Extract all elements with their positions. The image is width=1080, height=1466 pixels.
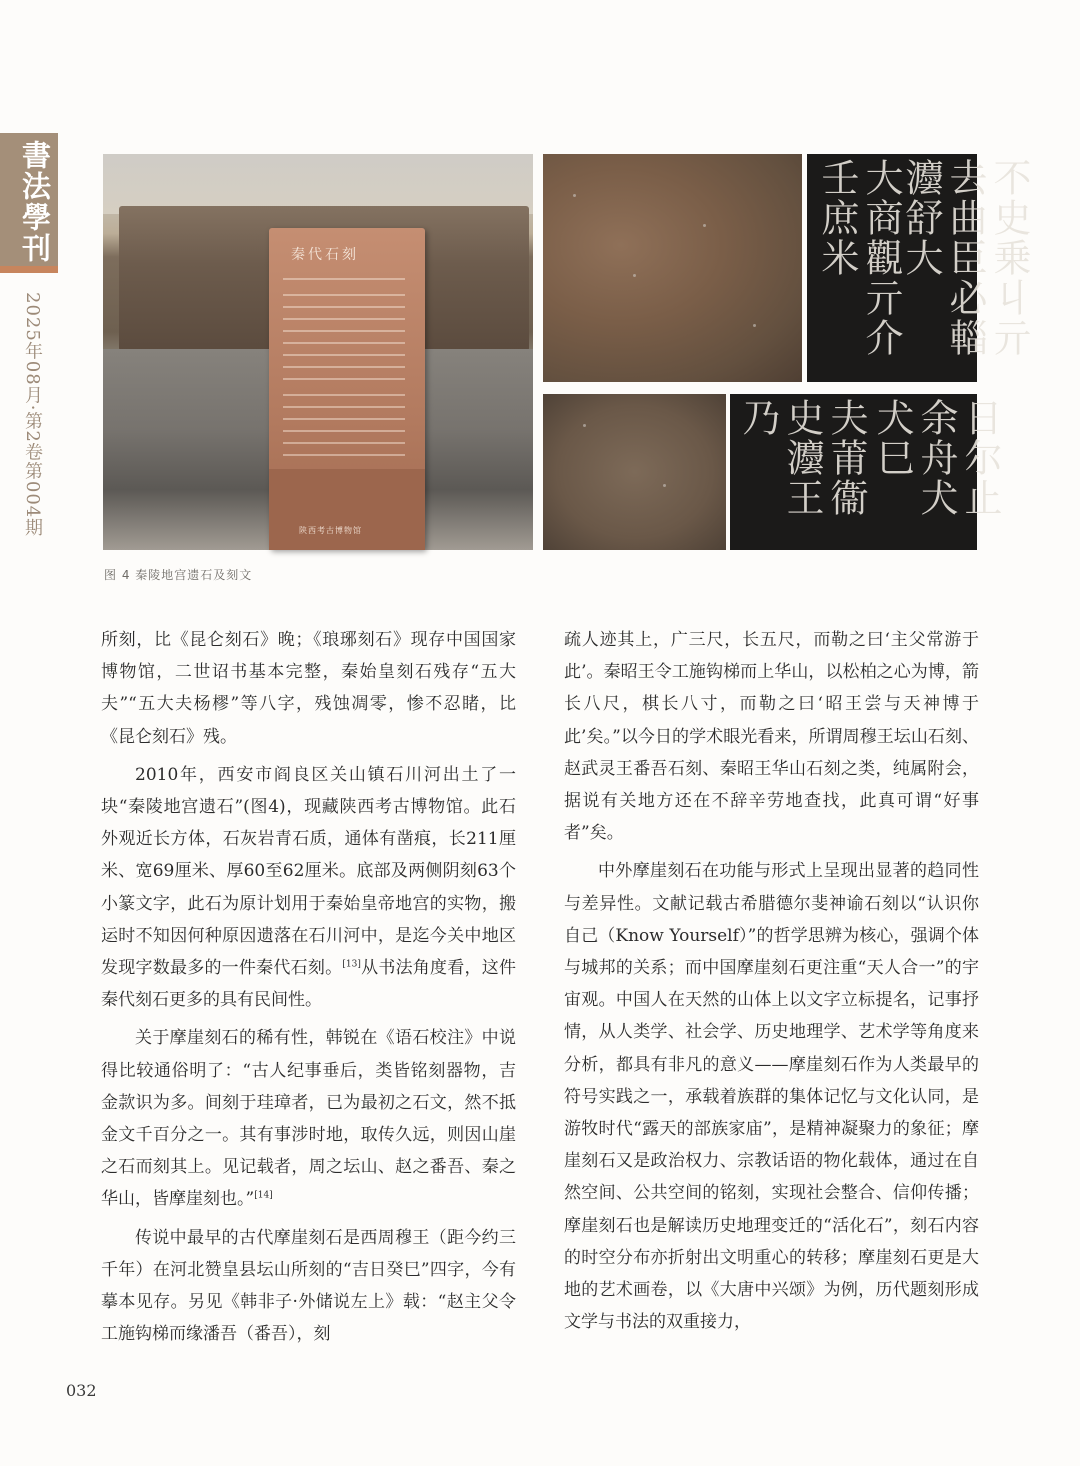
stone-closeup-2 [543,394,726,550]
reference-13: [13] [342,959,361,970]
journal-masthead: 書法學刊 [18,140,52,264]
left-column [101,624,516,1350]
paragraph: 中外摩崖刻石在功能与形式上呈现出显著的趋同性与差异性。文献记载古希腊德尔斐神谕石刻以“认识你自己（Know Yourself）”的哲学思辨为核心，强调个体与城邦的关系；而中国摩崖刻石更注重“天人合一”的宇宙观。中国人在天然的山体上以文字立标提名，记事抒情，从人类学、社会学、历史地理学、艺术学等角度来分析，都具有非凡的意义——摩崖刻石作为人类最早的符号实践之一，承载着族群的集体记忆与文化认同，是游牧时代“露天的部族家庙”，是精神凝聚力的象征；摩崖刻石又是政治权力、宗教话语的物化载体，通过在自然空间、公共空间的铭刻，实现社会整合、信仰传播；摩崖刻石也是解读历史地理变迁的“活化石”，刻石内容的时空分布亦折射出文明重心的转移；摩崖刻石更是大地的艺术画卷，以《大唐中兴颂》为例，历代题刻形成文学与书法的双重接力， [564,861,979,1333]
reference-14: [14] [254,1190,273,1201]
sign-title: 秦代石刻 [291,247,359,263]
paragraph: 传说中最早的古代摩崖刻石是西周穆王（距今约三千年）在河北赞皇县坛山所刻的“吉日癸巳”四字，今有摹本见存。另见《韩非子·外储说左上》载：“赵主父令工施钩梯而缘潘吾（番吾），刻 [101,1227,516,1345]
stone-closeup-1 [543,154,802,382]
paragraph: 2010年，西安市阎良区关山镇石川河出土了一块“秦陵地宫遗石”(图4)，现藏陕西考古博物馆。此石外观近长方体，石灰岩青石质，通体有凿痕，长211厘米、宽69厘米、厚60至62厘米。底部及两侧阴刻63个小篆文字，此石为原计划用于秦始皇帝地宫的实物，搬运时不知因何种原因遗落在石川河中，是迄今关中地区发现字数最多的一件秦代石刻。[13]从书法角度看，这件秦代刻石更多的具有民间性。 [101,764,517,1011]
stone-photo-main [103,154,533,550]
masthead-stripe [0,266,58,273]
museum-sign-base [269,469,425,550]
right-column [564,624,979,1338]
issue-info: 2025年08月·第2卷第004期 [22,292,43,538]
rubbing-1-chars-b: 不史乗丩亓去曲臣必輜灋舒大 [899,158,1031,358]
paragraph: 疏人迹其上，广三尺，长五尺，而勒之曰‘主父常游于此’。秦昭王令工施钩梯而上华山，以松柏之心为博，箭长八尺，棋长八寸，而勒之曰‘昭王尝与天神博于此’矣。”以今日的学术眼光看来，所谓周穆王坛山石刻、赵武灵王番吾石刻、秦昭王华山石刻之类，纯属附会，据说有关地方还在不辞辛劳地查找，此真可谓“好事者”矣。 [564,630,979,844]
rubbing-1 [807,154,1031,382]
figure-4 [103,154,1031,550]
page-number: 032 [66,1381,97,1400]
figure-caption: 图 4 秦陵地宫遗石及刻文 [104,568,253,582]
background-ground [103,154,533,214]
paragraph: 关于摩崖刻石的稀有性，韩锐在《语石校注》中说得比较通俗明了：“古人纪事垂后，类皆铭刻器物，吉金款识为多。间刻于珪璋者，已为最初之石文，然不抵金文千百分之一。其有事涉时地，取传久远，则因山崖之石而刻其上。见记载者，周之坛山、赵之番吾、秦之华山，皆摩崖刻也。”[14] [101,1028,516,1210]
rubbing-2-chars: 夫莆衞史灋王乃 [736,398,868,518]
paragraph: 所刻，比《昆仑刻石》晚；《琅琊刻石》现存中国国家博物馆，二世诏书基本完整，秦始皇刻石残存“五大夫”“五大夫杨樛”等八字，残蚀凋零，惨不忍睹，比《昆仑刻石》残。 [101,630,516,747]
rubbing-1-chars: 大商觀亓介壬庶米 [815,158,903,358]
rubbing-2 [730,394,1002,550]
museum-name: 陕西考古博物馆 [299,526,362,535]
rubbing-2-chars-b: 日尔止余舟犬犬巳 [870,398,1002,518]
